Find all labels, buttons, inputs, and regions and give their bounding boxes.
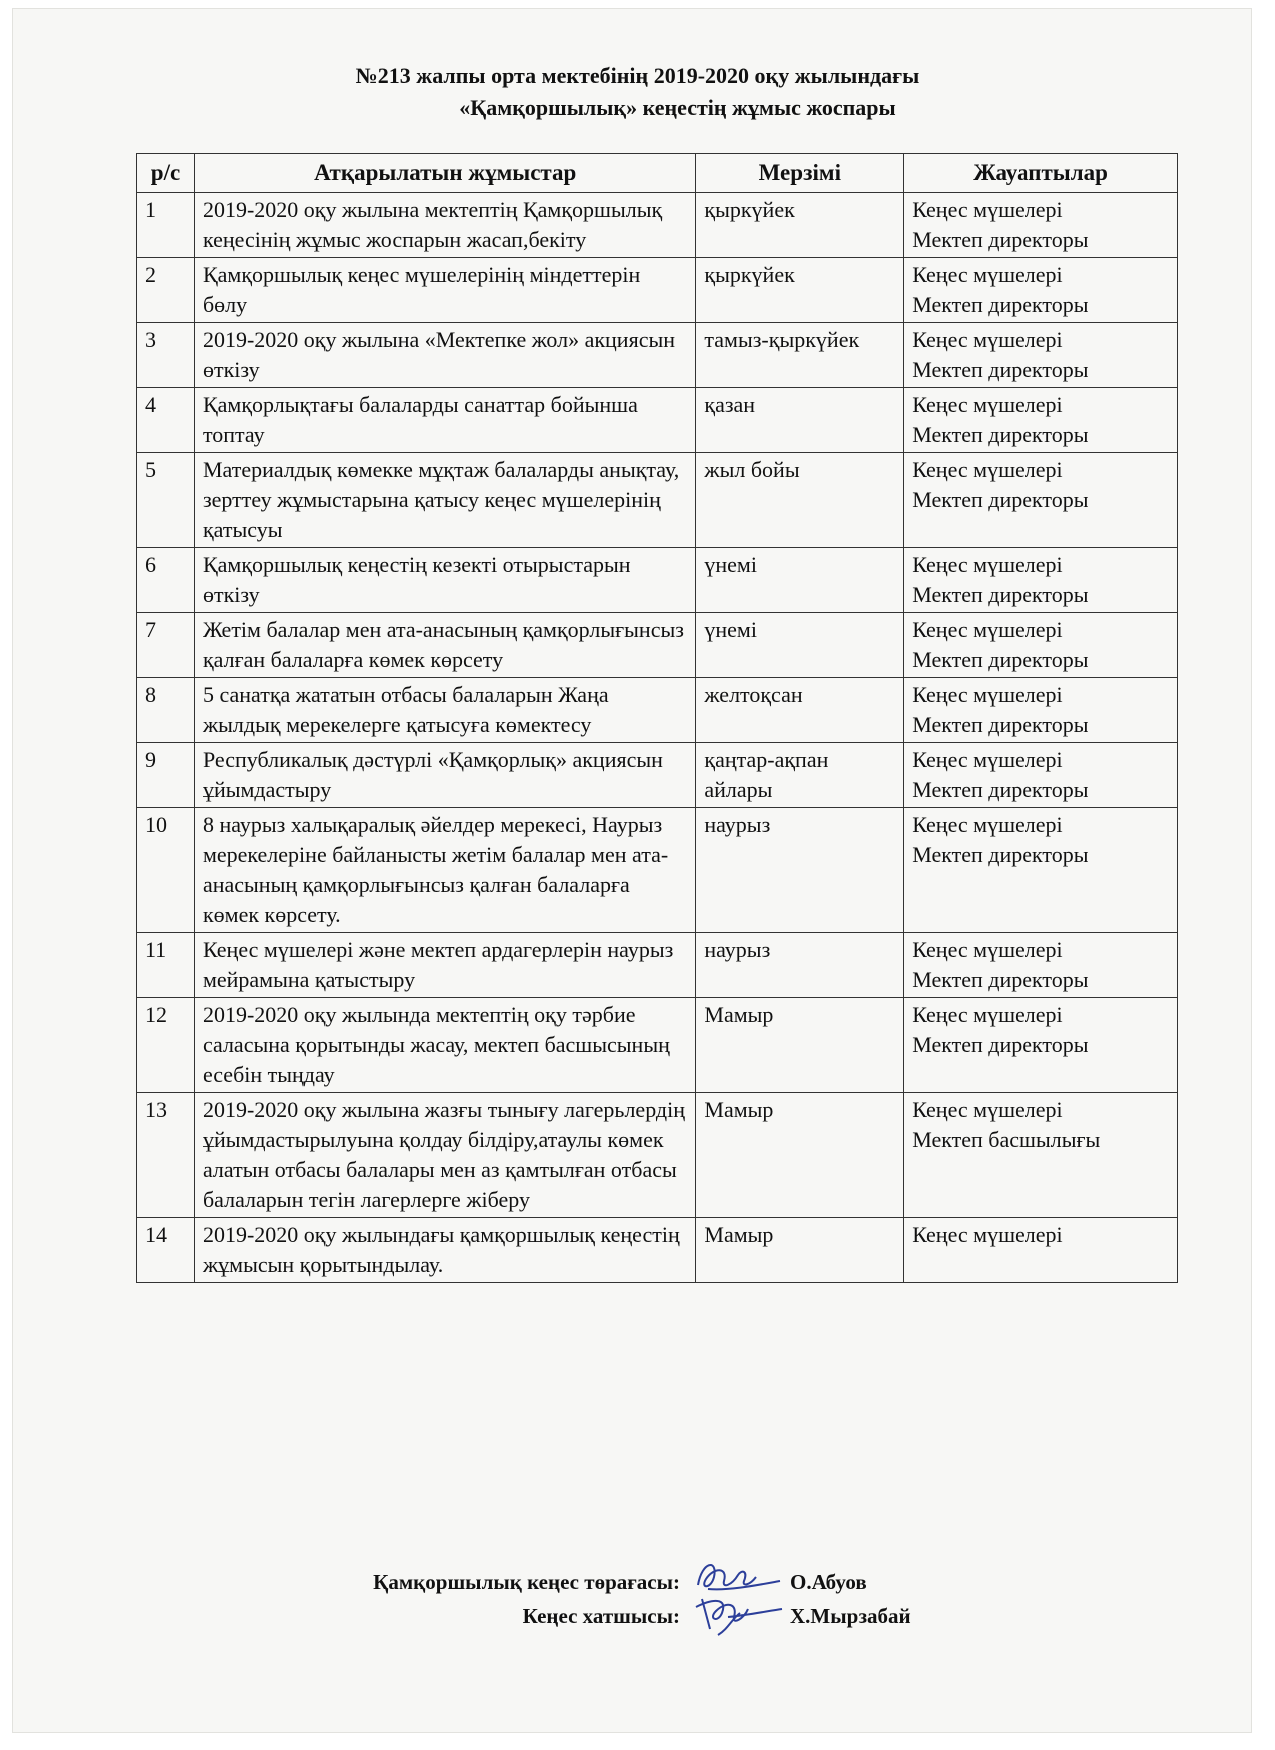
- row-work: 8 наурыз халықаралық әйелдер мерекесі, Наурыз мерекелеріне байланысты жетім балалар мен ата-анасының қамқорлығынсыз қалған балаларға көмек көрсету.: [194, 808, 695, 933]
- responsible-line: Мектеп директоры: [912, 487, 1089, 512]
- table-row: [137, 678, 1178, 743]
- responsible-line: Кеңес мүшелері: [912, 812, 1063, 837]
- secretary-name: Х.Мырзабай: [790, 1604, 911, 1628]
- responsible-line: Кеңес мүшелері: [912, 392, 1063, 417]
- responsible-line: Мектеп директоры: [912, 967, 1089, 992]
- row-number: 11: [137, 933, 195, 998]
- row-number: 6: [137, 548, 195, 613]
- header-responsible: Жауаптылар: [904, 154, 1178, 193]
- responsible-line: Мектеп директоры: [912, 292, 1089, 317]
- row-deadline: Мамыр: [696, 1093, 904, 1218]
- table-row: [137, 998, 1178, 1093]
- row-number: 2: [137, 258, 195, 323]
- table-row: [137, 258, 1178, 323]
- row-responsible: [904, 1218, 1178, 1283]
- table-row: [137, 933, 1178, 998]
- secretary-signature: [680, 1599, 790, 1633]
- table-header-row: [137, 154, 1178, 193]
- row-work: Қамқоршылық кеңестің кезекті отырыстарын өткізу: [194, 548, 695, 613]
- table-row: [137, 388, 1178, 453]
- responsible-line: Кеңес мүшелері: [912, 1222, 1063, 1247]
- row-number: 3: [137, 323, 195, 388]
- responsible-line: Мектеп директоры: [912, 777, 1089, 802]
- row-work: Жетім балалар мен ата-анасының қамқорлығынсыз қалған балаларға көмек көрсету: [194, 613, 695, 678]
- document-title: [0, 60, 1275, 124]
- row-work: 2019-2020 оқу жылында мектептің оқу тәрбие саласына қорытынды жасау, мектеп басшысының есебін тыңдау: [194, 998, 695, 1093]
- row-deadline: наурыз: [696, 933, 904, 998]
- responsible-line: Кеңес мүшелері: [912, 327, 1063, 352]
- handwritten-signature-icon: [688, 1589, 784, 1639]
- row-responsible: [904, 808, 1178, 933]
- row-work: Республикалық дәстүрлі «Қамқорлық» акциясын ұйымдастыру: [194, 743, 695, 808]
- row-deadline: Мамыр: [696, 1218, 904, 1283]
- secretary-label: Кеңес хатшысы:: [522, 1604, 680, 1628]
- row-responsible: [904, 678, 1178, 743]
- row-deadline: наурыз: [696, 808, 904, 933]
- row-number: 14: [137, 1218, 195, 1283]
- row-work: 2019-2020 оқу жылына «Мектепке жол» акциясын өткізу: [194, 323, 695, 388]
- row-deadline: Мамыр: [696, 998, 904, 1093]
- row-work: 2019-2020 оқу жылына мектептің Қамқоршылық кеңесінің жұмыс жоспарын жасап,бекіту: [194, 193, 695, 258]
- title-line-1: №213 жалпы орта мектебінің 2019-2020 оқу жылындағы: [355, 63, 920, 88]
- header-works: Атқарылатын жұмыстар: [194, 154, 695, 193]
- signature-block: [0, 1565, 1275, 1633]
- table-row: [137, 1218, 1178, 1283]
- responsible-line: Мектеп директоры: [912, 647, 1089, 672]
- row-responsible: [904, 388, 1178, 453]
- responsible-line: Кеңес мүшелері: [912, 197, 1063, 222]
- row-work: Қамқорлықтағы балаларды санаттар бойынша топтау: [194, 388, 695, 453]
- responsible-line: Кеңес мүшелері: [912, 552, 1063, 577]
- responsible-line: Кеңес мүшелері: [912, 617, 1063, 642]
- row-responsible: [904, 933, 1178, 998]
- row-number: 9: [137, 743, 195, 808]
- row-deadline: жыл бойы: [696, 453, 904, 548]
- table-row: [137, 743, 1178, 808]
- title-line-2: «Қамқоршылық» кеңестің жұмыс жоспары: [459, 95, 896, 120]
- row-number: 1: [137, 193, 195, 258]
- row-number: 4: [137, 388, 195, 453]
- responsible-line: Мектеп директоры: [912, 712, 1089, 737]
- table-row: [137, 1093, 1178, 1218]
- row-deadline: желтоқсан: [696, 678, 904, 743]
- responsible-line: Мектеп басшылығы: [912, 1127, 1101, 1152]
- header-number: р/с: [137, 154, 195, 193]
- table-row: [137, 808, 1178, 933]
- table-row: [137, 453, 1178, 548]
- row-number: 5: [137, 453, 195, 548]
- secretary-signature-row: [0, 1599, 1275, 1633]
- responsible-line: Мектеп директоры: [912, 582, 1089, 607]
- responsible-line: Мектеп директоры: [912, 227, 1089, 252]
- row-number: 13: [137, 1093, 195, 1218]
- table-row: [137, 548, 1178, 613]
- row-number: 8: [137, 678, 195, 743]
- row-responsible: [904, 613, 1178, 678]
- table-row: [137, 613, 1178, 678]
- responsible-line: Мектеп директоры: [912, 357, 1089, 382]
- row-work: Қамқоршылық кеңес мүшелерінің міндеттерін бөлу: [194, 258, 695, 323]
- row-deadline: тамыз-қыркүйек: [696, 323, 904, 388]
- responsible-line: Кеңес мүшелері: [912, 937, 1063, 962]
- responsible-line: Кеңес мүшелері: [912, 457, 1063, 482]
- row-work: 2019-2020 оқу жылына жазғы тынығу лагерьлердің ұйымдастырылуына қолдау білдіру,атаулы көмек алатын отбасы балалары мен аз қамтылған отбасы балаларын тегін лагерлерге жіберу: [194, 1093, 695, 1218]
- row-number: 7: [137, 613, 195, 678]
- table-row: [137, 193, 1178, 258]
- row-responsible: [904, 743, 1178, 808]
- responsible-line: Мектеп директоры: [912, 842, 1089, 867]
- row-responsible: [904, 193, 1178, 258]
- row-responsible: [904, 258, 1178, 323]
- chair-signature-row: [0, 1565, 1275, 1599]
- header-deadline: Мерзімі: [696, 154, 904, 193]
- work-plan-table: [136, 153, 1178, 1283]
- row-number: 12: [137, 998, 195, 1093]
- row-deadline: қаңтар-ақпан айлары: [696, 743, 904, 808]
- chair-label: Қамқоршылық кеңес төрағасы:: [373, 1570, 680, 1594]
- row-deadline: қыркүйек: [696, 193, 904, 258]
- row-work: 2019-2020 оқу жылындағы қамқоршылық кеңестің жұмысын қорытындылау.: [194, 1218, 695, 1283]
- row-responsible: [904, 548, 1178, 613]
- responsible-line: Кеңес мүшелері: [912, 1002, 1063, 1027]
- chair-name: О.Абуов: [790, 1570, 867, 1594]
- responsible-line: Мектеп директоры: [912, 422, 1089, 447]
- responsible-line: Кеңес мүшелері: [912, 1097, 1063, 1122]
- responsible-line: Кеңес мүшелері: [912, 262, 1063, 287]
- row-responsible: [904, 1093, 1178, 1218]
- responsible-line: Мектеп директоры: [912, 1032, 1089, 1057]
- row-responsible: [904, 323, 1178, 388]
- table-row: [137, 323, 1178, 388]
- row-deadline: үнемі: [696, 548, 904, 613]
- responsible-line: Кеңес мүшелері: [912, 682, 1063, 707]
- row-deadline: қыркүйек: [696, 258, 904, 323]
- row-responsible: [904, 998, 1178, 1093]
- row-number: 10: [137, 808, 195, 933]
- row-deadline: үнемі: [696, 613, 904, 678]
- row-responsible: [904, 453, 1178, 548]
- row-work: 5 санатқа жататын отбасы балаларын Жаңа жылдық мерекелерге қатысуға көмектесу: [194, 678, 695, 743]
- row-deadline: қазан: [696, 388, 904, 453]
- responsible-line: Кеңес мүшелері: [912, 747, 1063, 772]
- row-work: Материалдық көмекке мұқтаж балаларды анықтау, зерттеу жұмыстарына қатысу кеңес мүшелерінің қатысуы: [194, 453, 695, 548]
- row-work: Кеңес мүшелері және мектеп ардагерлерін наурыз мейрамына қатыстыру: [194, 933, 695, 998]
